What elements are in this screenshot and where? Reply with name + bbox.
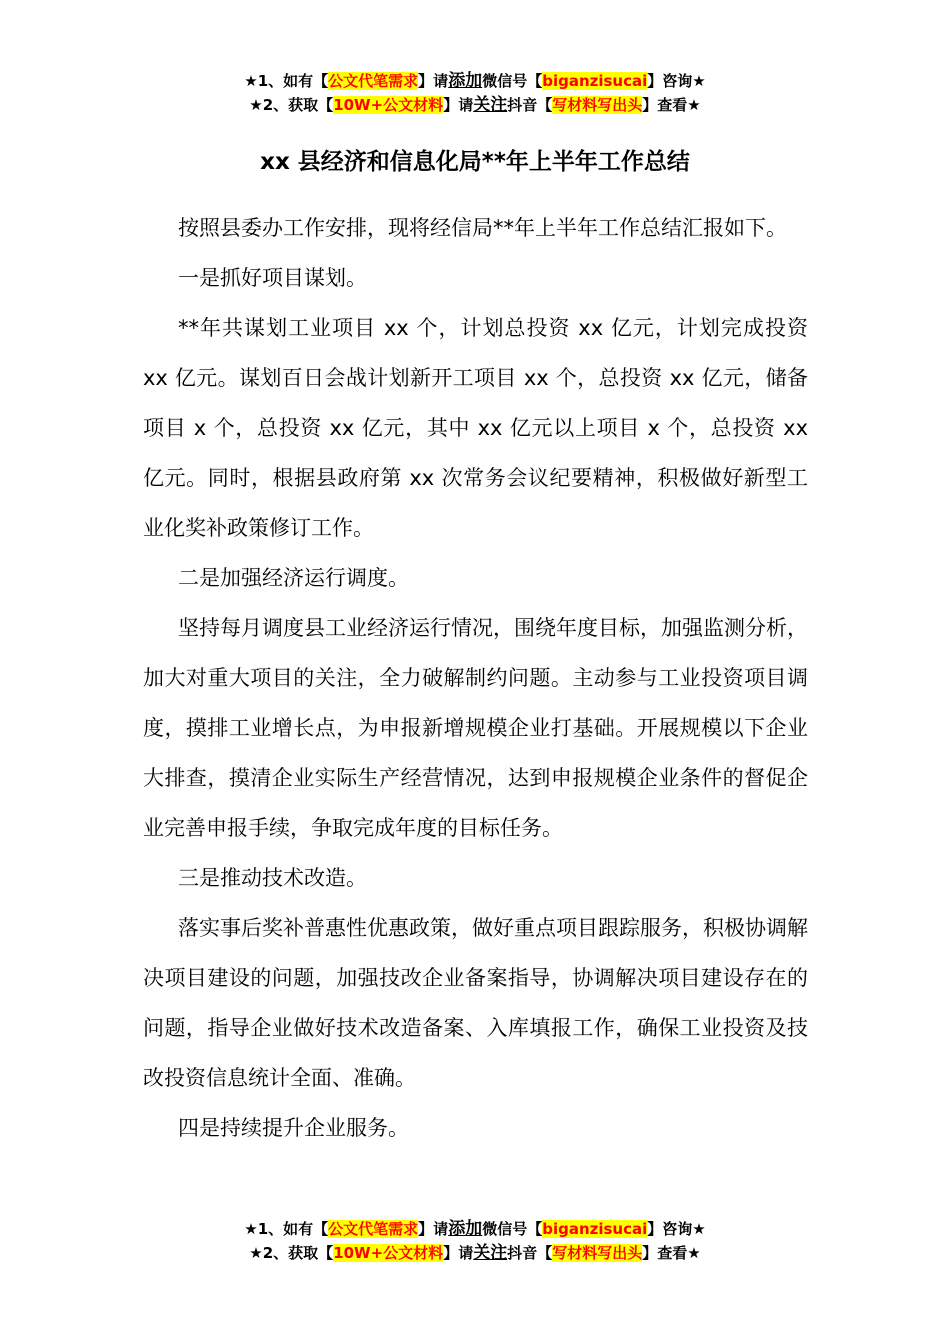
- promo-text: 微信号【: [482, 1220, 543, 1238]
- promo-underlined: 添加: [448, 1219, 483, 1239]
- promo-line-2: [0, 93, 950, 117]
- promo-highlight: 公文代笔需求: [328, 1220, 419, 1238]
- section-heading-1: 一是抓好项目谋划。: [178, 266, 367, 290]
- promo-highlight: biganzisucai: [542, 1220, 648, 1238]
- section-heading-4: 四是持续提升企业服务。: [178, 1116, 409, 1140]
- document-title: xx 县经济和信息化局**年上半年工作总结: [260, 149, 690, 175]
- promo-banner-bottom: [0, 1217, 950, 1265]
- promo-text: 】查看★: [642, 1244, 701, 1262]
- paragraph-intro: 按照县委办工作安排，现将经信局**年上半年工作总结汇报如下。: [178, 216, 787, 240]
- paragraph-section-1: **年共谋划工业项目 xx 个，计划总投资 xx 亿元，计划完成投资 xx 亿元。谋划百日会战计划新开工项目 xx 个，总投资 xx 亿元，储备项目 x 个，总投资 xx 亿元，其中 xx 亿元以上项目 x 个，总投资 xx 亿元。同时，根据县政府第 xx 次常务会议纪要精神，积极做好新型工业化奖补政策修订工作。: [143, 316, 808, 540]
- paragraph-section-2: 坚持每月调度县工业经济运行情况，围绕年度目标，加强监测分析，加大对重大项目的关注，全力破解制约问题。主动参与工业投资项目调度，摸排工业增长点，为申报新增规模企业打基础。开展规模以下企业大排查，摸清企业实际生产经营情况，达到申报规模企业条件的督促企业完善申报手续，争取完成年度的目标任务。: [143, 616, 808, 840]
- promo-text: 】查看★: [642, 96, 701, 114]
- promo-text: 微信号【: [482, 72, 543, 90]
- promo-text: ★1、如有【: [244, 72, 329, 90]
- promo-highlight: 公文代笔需求: [328, 72, 419, 90]
- promo-underlined: 关注: [473, 1243, 508, 1263]
- promo-text: ★2、获取【: [249, 1244, 334, 1262]
- promo-text: 】咨询★: [647, 1220, 706, 1238]
- section-heading-2: 二是加强经济运行调度。: [178, 566, 409, 590]
- promo-text: ★1、如有【: [244, 1220, 329, 1238]
- promo-text: 】请: [418, 1220, 449, 1238]
- promo-text: ★2、获取【: [249, 96, 334, 114]
- promo-banner-top: [0, 69, 950, 117]
- promo-line-1: [0, 69, 950, 93]
- promo-highlight: 10W+公文材料: [333, 96, 444, 114]
- promo-text: 】咨询★: [647, 72, 706, 90]
- promo-highlight: 写材料写出头: [552, 1244, 643, 1262]
- promo-text: 】请: [443, 1244, 474, 1262]
- promo-line-2: [0, 1241, 950, 1265]
- section-heading-3: 三是推动技术改造。: [178, 866, 367, 890]
- promo-text: 抖音【: [507, 1244, 553, 1262]
- promo-underlined: 添加: [448, 71, 483, 91]
- document-body: [143, 203, 808, 1153]
- promo-text: 】请: [443, 96, 474, 114]
- promo-text: 抖音【: [507, 96, 553, 114]
- promo-text: 】请: [418, 72, 449, 90]
- paragraph-section-3: 落实事后奖补普惠性优惠政策，做好重点项目跟踪服务，积极协调解决项目建设的问题，加强技改企业备案指导，协调解决项目建设存在的问题，指导企业做好技术改造备案、入库填报工作，确保工业投资及技改投资信息统计全面、准确。: [143, 916, 808, 1090]
- promo-underlined: 关注: [473, 95, 508, 115]
- promo-highlight: 写材料写出头: [552, 96, 643, 114]
- promo-highlight: 10W+公文材料: [333, 1244, 444, 1262]
- promo-highlight: biganzisucai: [542, 72, 648, 90]
- promo-line-1: [0, 1217, 950, 1241]
